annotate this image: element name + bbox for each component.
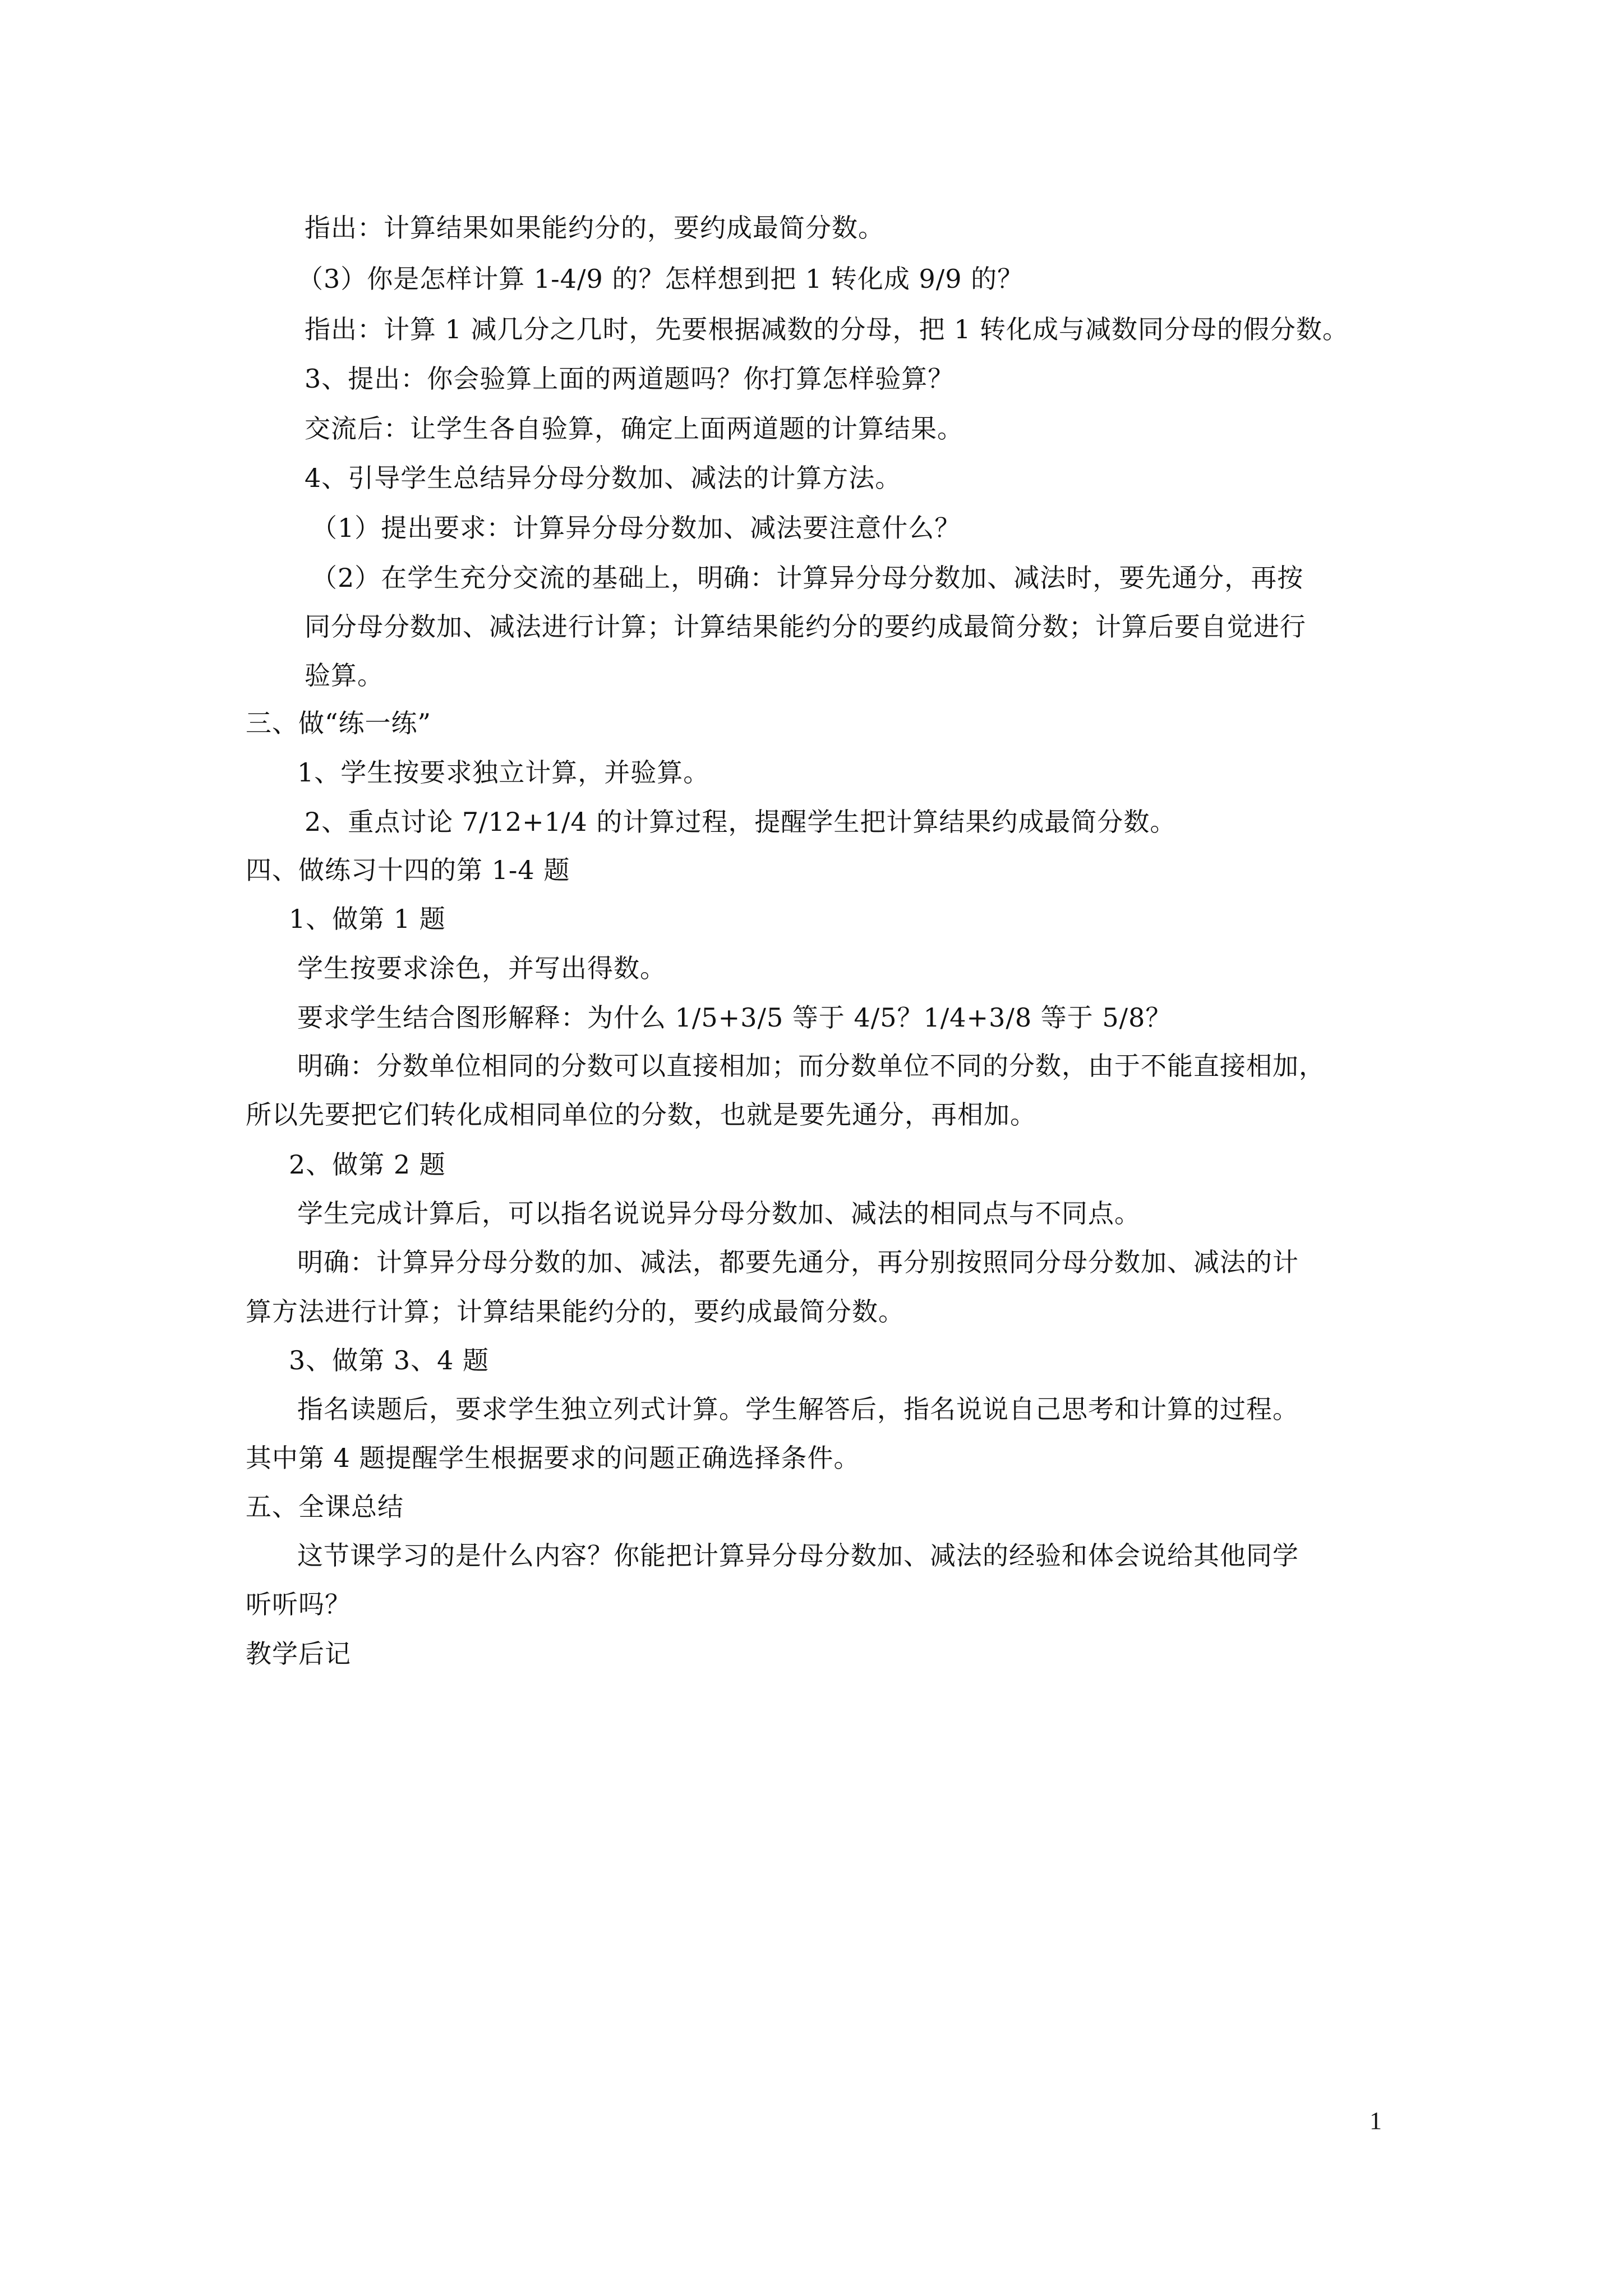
text-line: 3、提出：你会验算上面的两道题吗？你打算怎样验算？ xyxy=(305,364,955,394)
section-heading: 教学后记 xyxy=(246,1639,351,1669)
text-line: 2、做第 2 题 xyxy=(289,1149,446,1180)
section-heading: 五、全课总结 xyxy=(246,1492,404,1522)
page-number: 1 xyxy=(1370,2107,1382,2134)
text-line: 1、学生按要求独立计算，并验算。 xyxy=(297,757,710,788)
text-line: 明确：计算异分母分数的加、减法，都要先通分，再分别按照同分母分数加、减法的计 xyxy=(297,1247,1299,1277)
text-line: 交流后：让学生各自验算，确定上面两道题的计算结果。 xyxy=(305,413,963,444)
text-line: （1）提出要求：计算异分母分数加、减法要注意什么？ xyxy=(311,513,961,543)
text-line: 4、引导学生总结异分母分数加、减法的计算方法。 xyxy=(305,463,902,493)
section-heading: 四、做练习十四的第 1-4 题 xyxy=(246,855,570,885)
text-line: 算方法进行计算；计算结果能约分的，要约成最简分数。 xyxy=(246,1296,905,1327)
text-line: 指出：计算结果如果能约分的，要约成最简分数。 xyxy=(305,213,884,243)
section-heading: 三、做“练一练” xyxy=(246,708,432,738)
text-line: 明确：分数单位相同的分数可以直接相加；而分数单位不同的分数，由于不能直接相加， xyxy=(297,1051,1325,1081)
text-line: 指出：计算 1 减几分之几时，先要根据减数的分母，把 1 转化成与减数同分母的假分数。 xyxy=(305,314,1349,344)
text-line: 3、做第 3、4 题 xyxy=(289,1345,490,1375)
text-line: 指名读题后，要求学生独立列式计算。学生解答后，指名说说自己思考和计算的过程。 xyxy=(297,1394,1299,1424)
text-line: 验算。 xyxy=(305,660,384,691)
text-line: 1、做第 1 题 xyxy=(289,904,446,934)
text-line: 其中第 4 题提醒学生根据要求的问题正确选择条件。 xyxy=(246,1443,860,1473)
text-line: 所以先要把它们转化成相同单位的分数，也就是要先通分，再相加。 xyxy=(246,1099,1036,1130)
text-line: 听听吗？ xyxy=(246,1589,351,1619)
text-line: 学生按要求涂色，并写出得数。 xyxy=(297,953,666,983)
text-line: （2）在学生充分交流的基础上，明确：计算异分母分数加、减法时，要先通分，再按 xyxy=(311,563,1304,593)
text-line: （3）你是怎样计算 1-4/9 的？怎样想到把 1 转化成 9/9 的？ xyxy=(297,264,1024,294)
text-line: 同分母分数加、减法进行计算；计算结果能约分的要约成最简分数；计算后要自觉进行 xyxy=(305,611,1306,642)
text-line: 要求学生结合图形解释：为什么 1/5+3/5 等于 4/5？1/4+3/8 等于 5/8？ xyxy=(297,1002,1172,1033)
text-line: 这节课学习的是什么内容？你能把计算异分母分数加、减法的经验和体会说给其他同学 xyxy=(297,1540,1299,1571)
text-line: 学生完成计算后，可以指名说说异分母分数加、减法的相同点与不同点。 xyxy=(297,1198,1141,1228)
text-line: 2、重点讨论 7/12+1/4 的计算过程，提醒学生把计算结果约成最简分数。 xyxy=(305,807,1177,837)
